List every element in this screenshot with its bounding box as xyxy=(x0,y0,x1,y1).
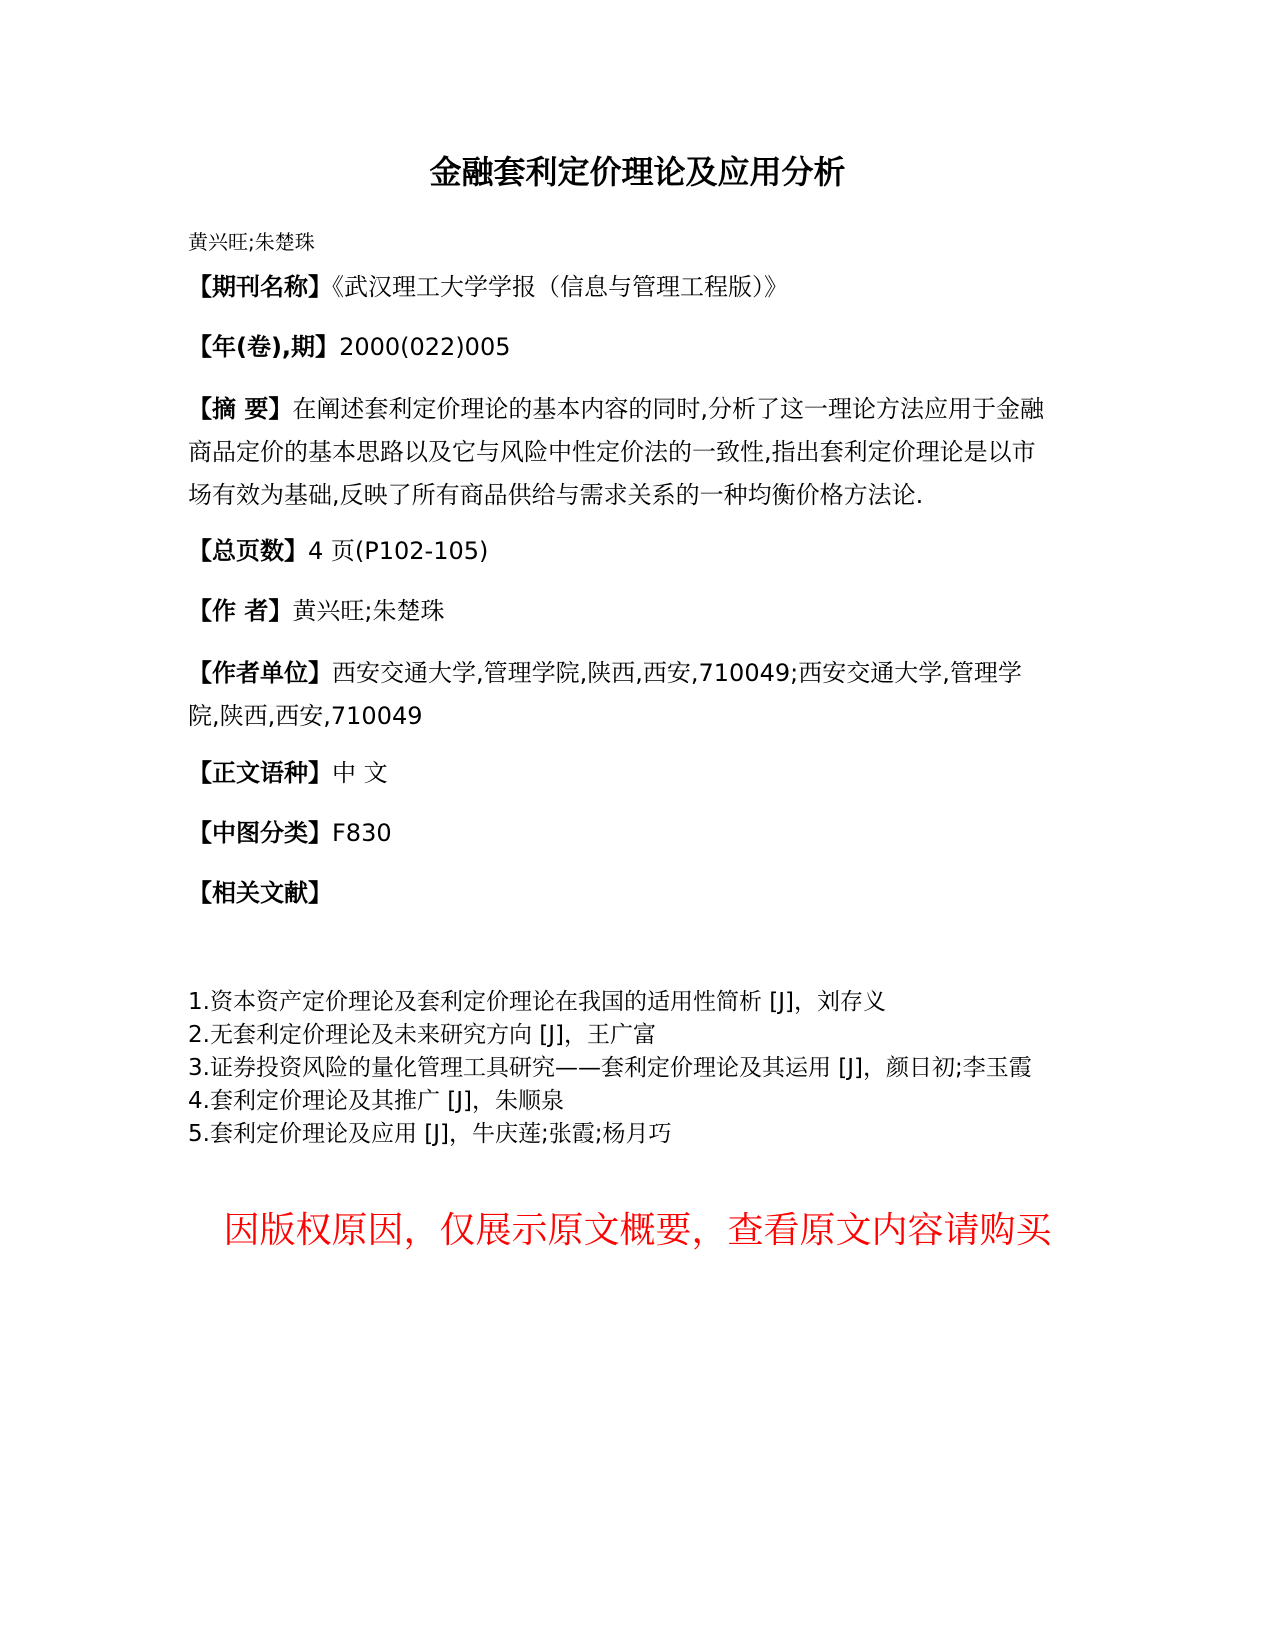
field-label: 【摘 要】 xyxy=(188,395,293,423)
field-classification xyxy=(188,812,1088,855)
reference-item[interactable]: 3.证券投资风险的量化管理工具研究——套利定价理论及其运用 [J]，颜日初;李玉霞 xyxy=(188,1055,1032,1081)
field-abstract xyxy=(188,388,1048,517)
field-value: 黄兴旺;朱楚珠 xyxy=(292,597,445,625)
reference-item[interactable]: 2.无套利定价理论及未来研究方向 [J]，王广富 xyxy=(188,1022,656,1048)
field-label: 【中图分类】 xyxy=(188,819,332,847)
reference-list xyxy=(188,986,1088,1151)
copyright-notice: 因版权原因，仅展示原文概要，查看原文内容请购买 xyxy=(223,1210,1052,1251)
field-value: 在阐述套利定价理论的基本内容的同时,分析了这一理论方法应用于金融商品定价的基本思路以及它与风险中性定价法的一致性,指出套利定价理论是以市场有效为基础,反映了所有商品供给与需求关系的一种均衡价格方法论. xyxy=(188,395,1044,509)
field-pages xyxy=(188,530,1088,573)
field-value: 《武汉理工大学学报（信息与管理工程版）》 xyxy=(332,273,788,301)
field-label: 【正文语种】 xyxy=(188,759,332,787)
field-value: 4 页(P102-105) xyxy=(308,537,489,565)
reference-item[interactable]: 1.资本资产定价理论及套利定价理论在我国的适用性简析 [J]，刘存义 xyxy=(188,989,886,1015)
field-label: 【相关文献】 xyxy=(188,879,332,907)
field-year xyxy=(188,326,1088,369)
field-language xyxy=(188,752,1088,795)
field-journal xyxy=(188,266,1088,309)
field-label: 【期刊名称】 xyxy=(188,273,332,301)
field-label: 【作 者】 xyxy=(188,597,293,625)
field-value: F830 xyxy=(332,819,392,847)
field-label: 【年(卷),期】 xyxy=(188,333,340,361)
field-value: 西安交通大学,管理学院,陕西,西安,710049;西安交通大学,管理学院,陕西,西安,710049 xyxy=(188,659,1022,730)
field-author xyxy=(188,590,1088,633)
paper-title: 金融套利定价理论及应用分析 xyxy=(429,153,846,191)
reference-item[interactable]: 4.套利定价理论及其推广 [J]，朱顺泉 xyxy=(188,1088,564,1114)
field-related xyxy=(188,872,1088,915)
field-affiliation xyxy=(188,652,1048,738)
field-value: 中 文 xyxy=(332,759,388,787)
field-label: 【作者单位】 xyxy=(188,659,332,687)
field-value: 2000(022)005 xyxy=(339,333,511,361)
author-line: 黄兴旺;朱楚珠 xyxy=(188,230,315,254)
reference-item[interactable]: 5.套利定价理论及应用 [J]，牛庆莲;张霞;杨月巧 xyxy=(188,1121,672,1147)
field-label: 【总页数】 xyxy=(188,537,308,565)
